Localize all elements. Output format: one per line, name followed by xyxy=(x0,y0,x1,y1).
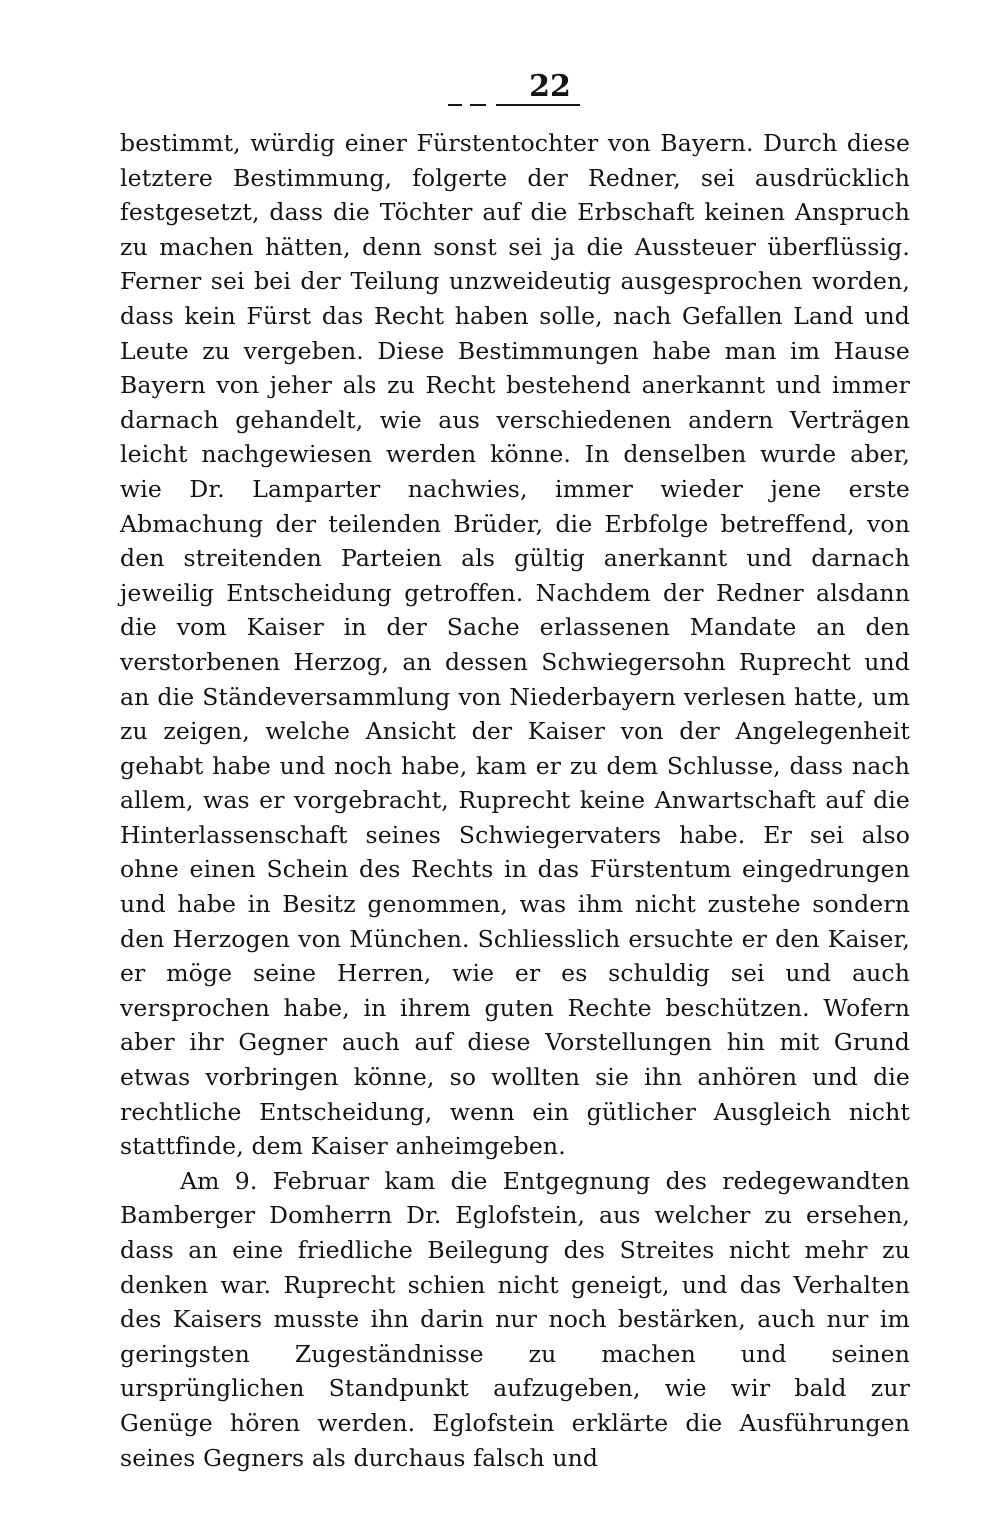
header-rule-segment xyxy=(470,104,486,106)
header-rule-segment xyxy=(496,104,580,106)
paragraph: Am 9. Februar kam die Entgegnung des redegewandten Bamberger Domherrn Dr. Eglofstein, aus welcher zu ersehen, dass an eine friedliche Beilegung des Streites nicht mehr zu denken war. Ruprecht schien nicht geneigt, und das Verhalten des Kaisers musste ihn darin nur noch bestärken, auch nur im geringsten Zugeständnisse zu machen und seinen ursprünglichen Standpunkt aufzugeben, wie wir bald zur Genüge hören werden. Eglofstein erklärte die Ausführungen seines Gegners als durchaus falsch und xyxy=(120,1166,910,1472)
header-rule-segment xyxy=(448,104,462,106)
header-rule xyxy=(120,104,910,106)
book-page xyxy=(120,70,910,1475)
paragraph-continued: bestimmt, würdig einer Fürstentochter von Bayern. Durch diese letztere Bestimmung, folgerte der Redner, sei ausdrücklich festgesetzt, dass die Töchter auf die Erbschaft keinen Anspruch zu machen hätten, denn sonst sei ja die Aussteuer überflüssig. Ferner sei bei der Teilung unzweideutig ausgesprochen worden, dass kein Fürst das Recht haben solle, nach Gefallen Land und Leute zu vergeben. Diese Bestimmungen habe man im Hause Bayern von jeher als zu Recht bestehend anerkannt und immer darnach gehandelt, wie aus verschiedenen andern Verträgen leicht nachgewiesen werden könne. In denselben wurde aber, wie Dr. Lamparter nachwies, immer wieder jene erste Abmachung der teilenden Brüder, die Erbfolge betreffend, von den streitenden Parteien als gültig anerkannt und darnach jeweilig Entscheidung getroffen. Nachdem der Redner alsdann die vom Kaiser in der Sache erlassenen Mandate an den verstorbenen Herzog, an dessen Schwiegersohn Ruprecht und an die Ständeversammlung von Niederbayern verlesen hatte, um zu zeigen, welche Ansicht der Kaiser von der Angelegenheit gehabt habe und noch habe, kam er zu dem Schlusse, dass nach allem, was er vorgebracht, Ruprecht keine Anwartschaft auf die Hinterlassenschaft seines Schwiegervaters habe. Er sei also ohne einen Schein des Rechts in das Fürstentum eingedrungen und habe in Besitz genommen, was ihm nicht zustehe sondern den Herzogen von München. Schliesslich ersuchte er den Kaiser, er möge seine Herren, wie er es schuldig sei und auch versprochen habe, in ihrem guten Rechte beschützen. Wofern aber ihr Gegner auch auf diese Vorstellungen hin mit Grund etwas vorbringen könne, so wollten sie ihn anhören und die rechtliche Entscheidung, wenn ein gütlicher Ausgleich nicht stattfinde, dem Kaiser anheimgeben. xyxy=(120,129,910,1161)
body-text xyxy=(120,126,910,1475)
page-number: 22 xyxy=(529,69,571,104)
